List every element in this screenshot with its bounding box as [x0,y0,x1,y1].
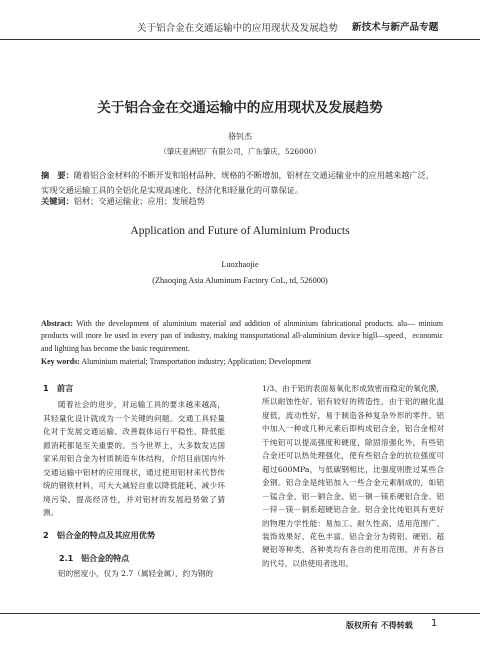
subsection-2-1-paragraph: 铝的密度小，仅为 2.7（属轻金属），约为钢的 [58,569,213,579]
article-title-en: Application and Future of Aluminium Products [130,224,350,237]
author-cn: 骆钊杰 [228,132,252,141]
article-title-cn: 关于铝合金在交通运输中的应用现状及发展趋势 [97,100,383,116]
left-column [43,382,225,581]
abstract-text-en: With the development of aluminium material and addition of alnminium fabricational products. alu— minium products will more be used in every pan of industry, making transportational all-aluminium device higll—speed、economic and lighting has become the basic requirement. [41,319,443,353]
affiliation-cn: （肇庆亚洲铝厂有限公司，广东肇庆，526000） [159,147,321,156]
footer-rule [0,613,480,614]
abstract-text-cn: 随着铝合金材料的不断开发和铝材品种、规格的不断增加，铝材在交通运输业中的应用越来越广泛，实现交通运输工具的全铝化是实现高速化、经济化和轻量化的可靠保证。 [41,170,435,195]
abstract-label-cn: 摘 要： [41,170,74,180]
abstract-label-en: Abstract: [41,319,73,328]
copyright-note: 版权所有 不得转载 [346,621,413,630]
section-1-paragraph: 随着社会的进步，对运输工具的要求越来越高，其轻量化设计就成为一个关键的问题。交通工具轻量化对于发展交通运输、改善载体运行平稳性、降低能源消耗都是至关重要的。当今世界上，大多数发达国家采用铝合金为材质制造车体结构，介绍目前国内外交通运输中铝材的应用现状，通过使用铝材来代替传统的钢铁材料，可大大减轻自重以降低能耗、减少环境污染、提高经济性，并对铝材的发展趋势做了猜测。 [43,400,225,518]
author-en: Luozhaojie [221,260,259,269]
section-1-heading: 1 前言 [43,383,74,393]
keywords-text-en: Aluminium material; Transportation industry; Application; Development [79,357,312,366]
section-label: 新技术与新产品专题 [352,22,439,33]
keywords-label-en: Key words: [41,357,80,366]
subsection-2-1-heading: 2.1 铝合金的特点 [59,553,130,563]
right-column-paragraph: 1/3。由于铝的表面易氧化形成致密而稳定的氧化膜，所以耐蚀性好。铝有较好的铸造性，由于铝的融化温度低，流动性好，易于制造各种复杂外形的零件。铝中加入一种或几种元素后即构成铝合金，铝合金相对于纯铝可以提高强度和硬度，除固溶强化外，有些铝合金还可以热处理强化，使有些铝合金的抗拉强度可超过600MPa，与低碳钢相比，比强度则胜过某些合金钢。铝合金是纯铝加入一些合金元素制成的，如铝－锰合金、铝－铜合金、铝－铜－镁系硬铝合金、铝－锌－镁－铜系超硬铝合金。铝合金比纯铝具有更好的物理力学性能：易加工、耐久性高、适用范围广、装饰效果好、花色丰富。铝合金分为铸铝、硬铝、超硬铝等种类，各种类均有各自的使用范围，并有各自的代号，以供使用者选用。 [262,384,444,568]
page-number: 1 [431,618,438,629]
right-column [262,382,444,570]
keywords-text-cn: 铝材；交通运输业；应用；发展趋势 [73,196,205,206]
abstract-en [41,318,443,355]
keywords-label-cn: 关键词： [41,196,74,206]
keywords-cn [41,194,441,209]
running-title: 关于铝合金在交通运输中的应用现状及发展趋势 [137,23,339,34]
keywords-en [41,356,443,368]
page-header [0,0,480,40]
affiliation-en: (Zhaoqing Asia Aluminum Factory CoL, td, 526000) [152,276,328,285]
section-2-heading: 2 铝合金的特点及其应用优势 [43,529,156,540]
